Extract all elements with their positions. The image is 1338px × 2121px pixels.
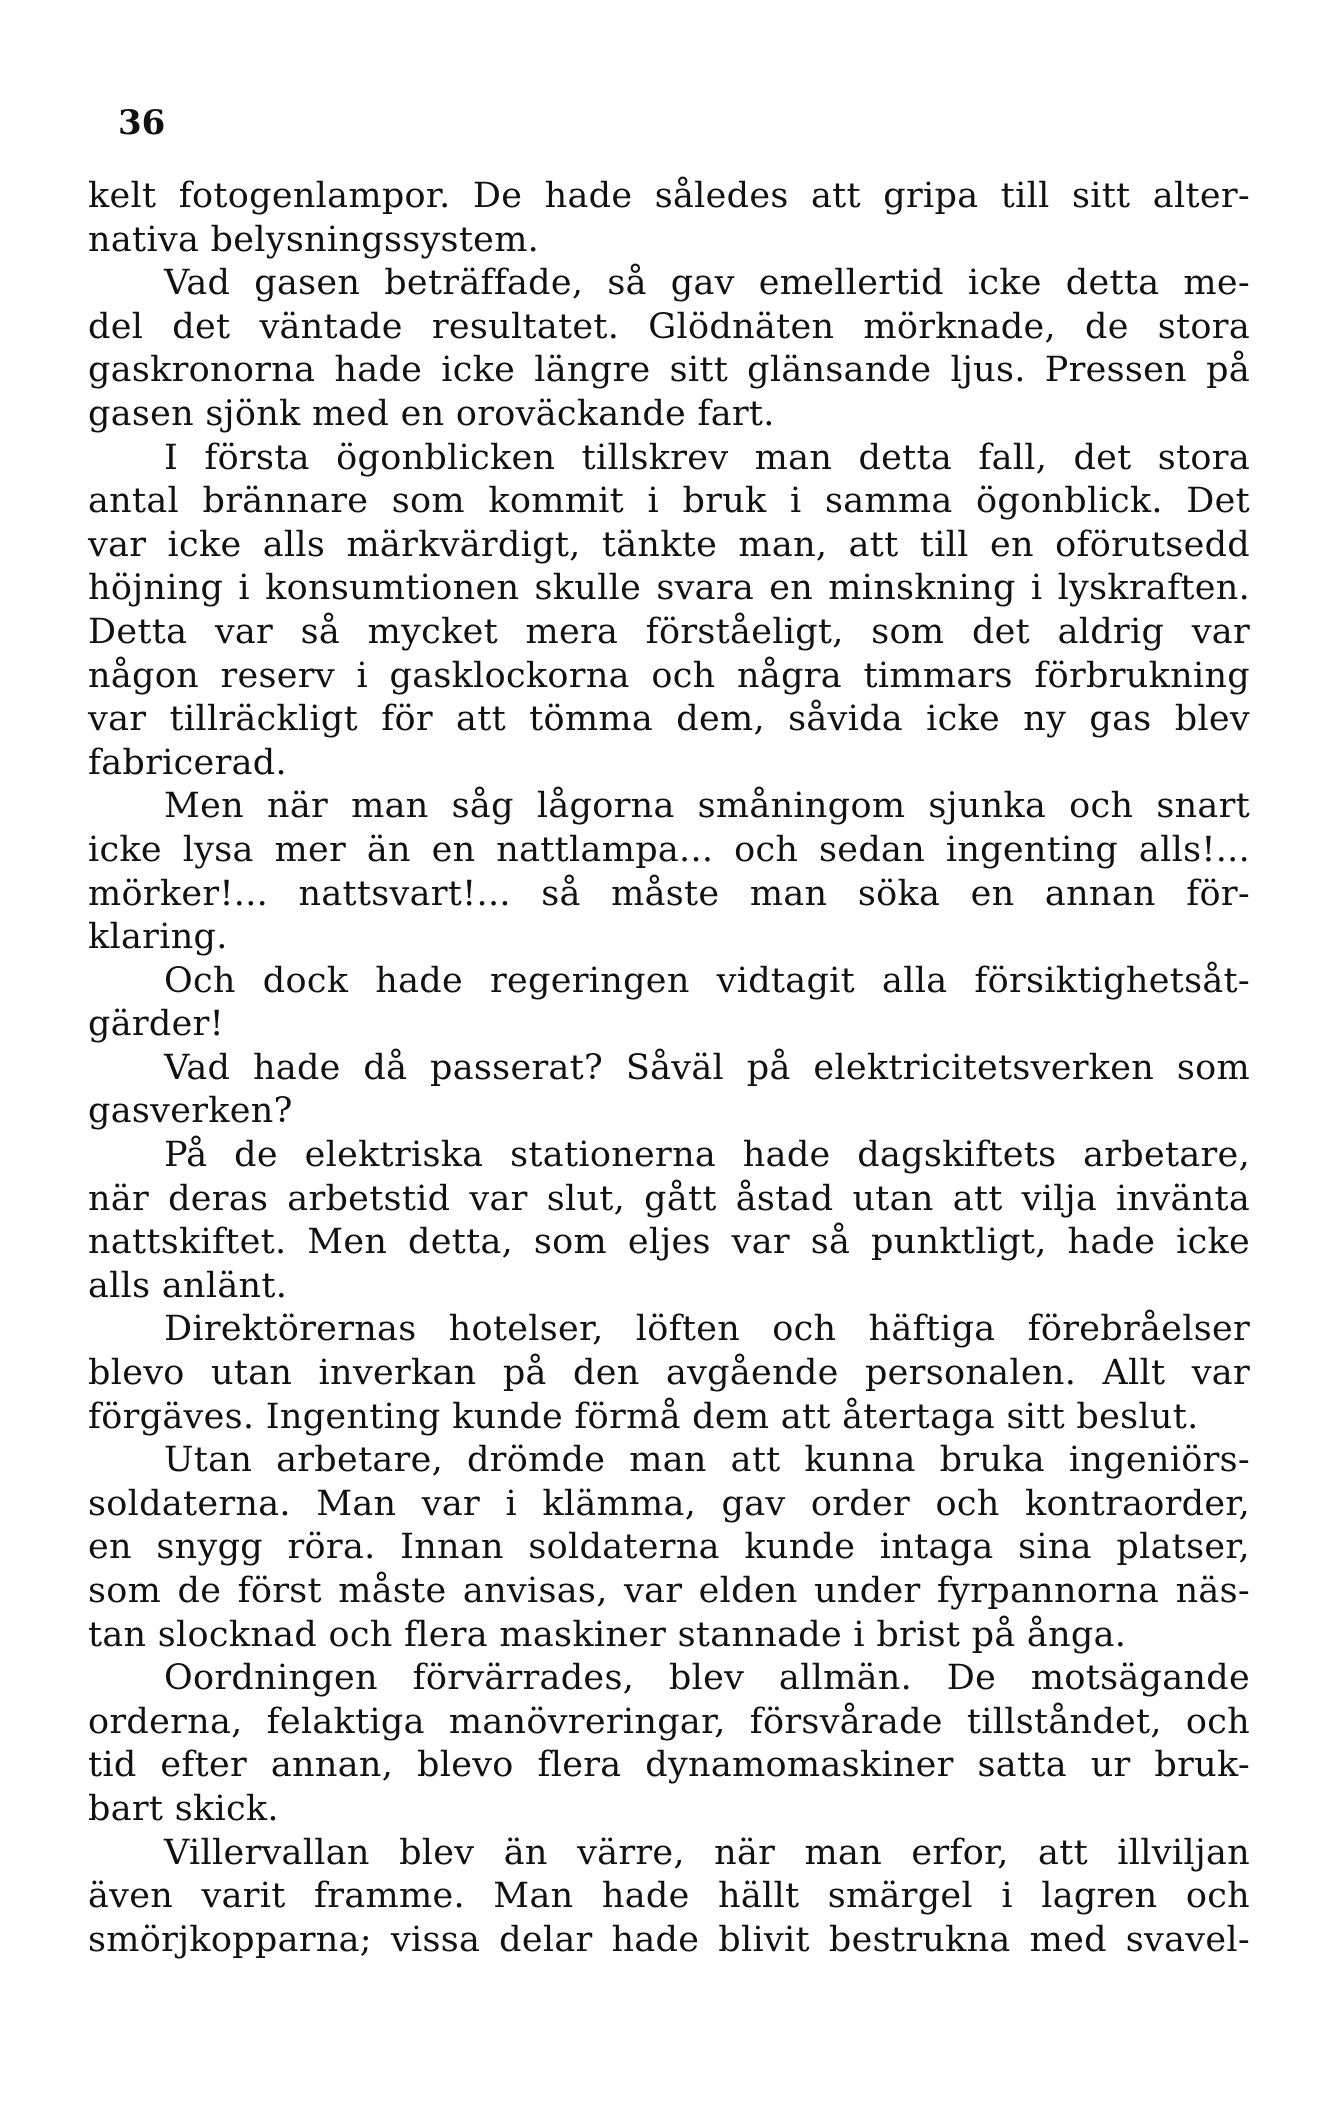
text-line: fabricerad. [88,742,287,783]
text-line: Direktörernas hotelser, löften och häftiga förebråelser [164,1309,1250,1350]
text-line: del det väntade resultatet. Glödnäten mörknade, de stora [88,306,1250,347]
text-line: Utan arbetare, drömde man att kunna bruka ingeniörs- [164,1440,1250,1481]
text-line: som de först måste anvisas, var elden under fyrpannorna näs- [88,1571,1250,1611]
page-number: 36 [118,103,166,143]
text-line: Detta var så mycket mera förståeligt, som det aldrig var [88,611,1250,652]
text-line: Och dock hade regeringen vidtagit alla försiktighetsåt- [164,960,1250,1001]
text-line: alls anlänt. [88,1265,288,1306]
text-line: På de elektriska stationerna hade dagskiftets arbetare, [164,1135,1250,1176]
text-line: gaskronorna hade icke längre sitt glänsande ljus. Pressen på [88,350,1250,391]
text-line: någon reserv i gasklockorna och några timmars förbrukning [88,655,1250,696]
text-line: klaring. [88,917,228,958]
text-line: mörker!... nattsvart!... så måste man söka en annan för- [88,873,1250,914]
text-line: bart skick. [88,1788,279,1829]
text-line: även varit framme. Man hade hällt smärgel i lagren och [88,1876,1250,1917]
text-line: tid efter annan, blevo flera dynamomaskiner satta ur bruk- [88,1745,1250,1786]
text-line: Men när man såg lågorna småningom sjunka och snart [164,786,1250,827]
text-line: när deras arbetstid var slut, gått åstad utan att vilja invänta [88,1178,1250,1219]
text-line: I första ögonblicken tillskrev man detta fall, det stora [164,437,1250,478]
text-line: soldaterna. Man var i klämma, gav order och kontraorder, [88,1483,1250,1524]
text-line: förgäves. Ingenting kunde förmå dem att återtaga sitt beslut. [88,1396,1199,1437]
text-line: Vad gasen beträffade, så gav emellertid icke detta me- [164,263,1250,304]
text-line: nattskiftet. Men detta, som eljes var så punktligt, hade icke [88,1222,1250,1263]
text-line: var icke alls märkvärdigt, tänkte man, att till en oförutsedd [88,524,1250,565]
text-line: blevo utan inverkan på den avgående personalen. Allt var [88,1353,1250,1394]
text-line: tan slocknad och flera maskiner stannade i brist på ånga. [88,1614,1127,1655]
body-text [88,175,1250,1962]
text-line: en snygg röra. Innan soldaterna kunde intaga sina platser, [88,1527,1250,1568]
text-line: kelt fotogenlampor. De hade således att gripa till sitt alter- [88,176,1250,216]
text-line: Oordningen förvärrades, blev allmän. De motsägande [164,1658,1250,1699]
text-line: gasen sjönk med en oroväckande fart. [88,393,775,434]
text-line: gasverken? [88,1091,293,1132]
text-line: Villervallan blev än värre, när man erfor, att illviljan [164,1832,1250,1873]
text-line: Vad hade då passerat? Såväl på elektricitetsverken som [164,1047,1250,1088]
text-line: var tillräckligt för att tömma dem, såvida icke ny gas blev [88,699,1250,740]
text-line: antal brännare som kommit i bruk i samma ögonblick. Det [88,481,1250,522]
text-line: smörjkopparna; vissa delar hade blivit bestrukna med svavel- [88,1919,1250,1960]
text-line: höjning i konsumtionen skulle svara en minskning i lyskraften. [88,568,1250,609]
text-line: nativa belysningssystem. [88,219,540,260]
text-line: orderna, felaktiga manövreringar, försvårade tillståndet, och [88,1701,1250,1742]
text-line: icke lysa mer än en nattlampa... och sedan ingenting alls!... [88,829,1250,870]
text-line: gärder! [88,1004,225,1045]
